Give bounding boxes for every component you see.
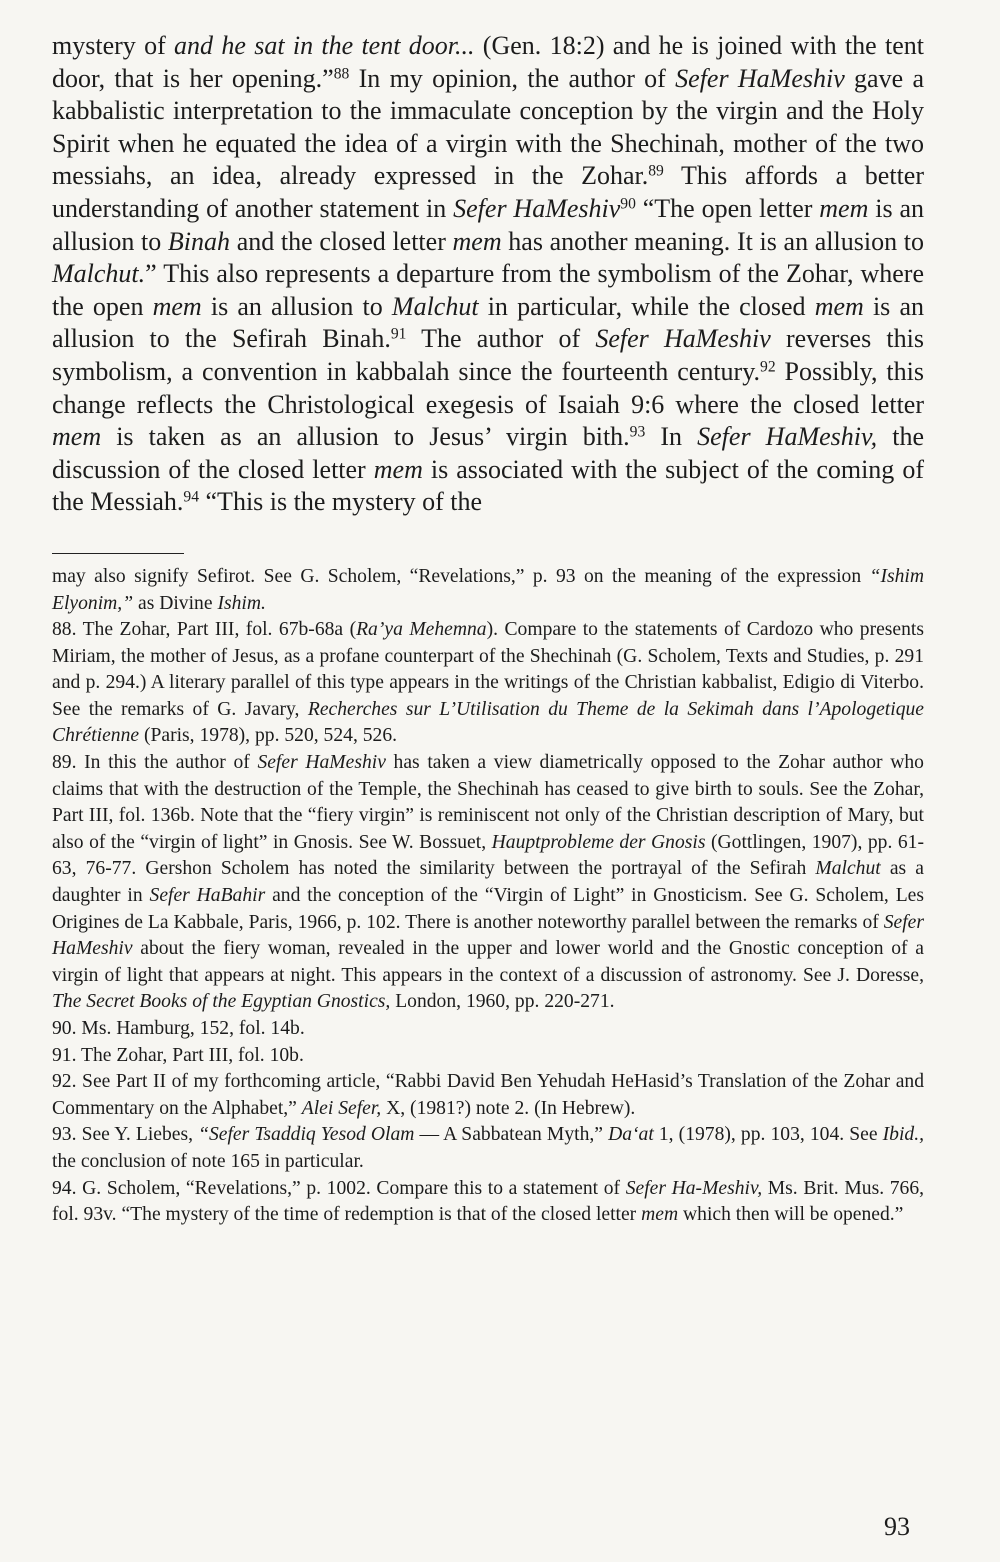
footnote [52, 750, 924, 1016]
italic-text: Binah [167, 226, 231, 256]
footnote-ref: 93 [629, 423, 646, 441]
italic-text: Sefer HaMeshiv, [697, 422, 878, 452]
text-run: is associated with the subject of the coming of the Messiah. [52, 454, 924, 517]
text-run: — A Sabbatean Myth,” [414, 1124, 609, 1146]
italic-text: Sefer HaBahir [149, 885, 266, 907]
footnotes [52, 564, 924, 1229]
text-run: Ms. Brit. Mus. 766, fol. 93v. “The mystery of the time of redemption is that of the closed letter [52, 1177, 925, 1226]
text-run: ). Compare to the statements of Cardozo who presents Miriam, the mother of Jesus, as a profane counterpart of the Shechinah (G. Scholem, Texts and Studies, p. 291 and p. 294.) A literary parallel of this type appears in the writings of the Christian kabbalist, Edigio di Viterbo. See the remarks of G. Javary, [52, 619, 924, 720]
italic-text: Ra’ya Mehemna [356, 619, 487, 641]
page-number: 93 [884, 1512, 910, 1541]
footnote-ref: 89 [648, 162, 664, 180]
italic-text: “Ishim Elyonim,” [52, 565, 924, 614]
text-run: reverses this symbolism, a convention in kabbalah since the fourteenth century. [52, 324, 924, 386]
footnote [52, 1069, 924, 1122]
text-run: has taken a view diametrically opposed to the Zohar author who claims that with the destruction of the Temple, the Shechinah has ceased to give birth to souls. See the Zohar, Part III, fol. 136b. Note that the “fiery virgin” is reminiscent not only of the Christian description of Mary, but also of the “virgin of light” in Gnosis. See W. Bossuet, [52, 752, 924, 853]
text-run: (Paris, 1978), pp. 520, 524, 526. [139, 725, 398, 747]
footnote [52, 1122, 924, 1175]
text-run: is an allusion to [52, 193, 924, 256]
text-run: the conclusion of note 165 in particular. [52, 1150, 364, 1172]
text-run: “This is the mystery of the [199, 487, 483, 517]
text-run: may also signify Sefirot. See G. Scholem, “Revelations,” p. 93 on the meaning of the expression [52, 565, 870, 587]
italic-text: Malchut [391, 291, 479, 321]
italic-text: and he sat in the tent door... [174, 31, 475, 60]
footnote-rule [52, 553, 184, 554]
text-run: London, 1960, pp. 220-271. [390, 991, 615, 1013]
text-run: and the conception of the “Virgin of Light” in Gnosticism. See G. Scholem, Les Origines de La Kabbale, Paris, 1966, p. 102. There is another noteworthy parallel between the remarks of [52, 885, 924, 933]
text-run: and the closed letter [230, 226, 453, 256]
italic-text: Alei Sefer, [301, 1097, 382, 1119]
italic-text: mem [814, 291, 864, 321]
text-run: 93. See Y. Liebes, [52, 1124, 199, 1146]
footnote-ref: 91 [390, 325, 407, 343]
main-text [52, 30, 924, 519]
italic-text: Sefer HaMeshiv [675, 63, 845, 93]
text-run: (Gottlingen, 1907), pp. 61-63, 76-77. Gershon Scholem has noted the similarity between the portrayal of the Sefirah [52, 831, 924, 880]
text-run: as Divine [133, 592, 218, 614]
text-run: This affords a better understanding of another statement in [52, 161, 924, 223]
italic-text: mem [52, 422, 102, 452]
text-run: is an allusion to the Sefirah Binah. [52, 291, 924, 354]
italic-text: mem [452, 226, 502, 256]
text-run: “The open letter [635, 193, 820, 223]
italic-text: The Secret Books of the Egyptian Gnostics, [52, 991, 391, 1013]
italic-text: Recherches sur L’Utilisation du Theme de la Sekimah dans l’Apologetique Chrétienne [52, 698, 924, 747]
footnote [52, 1043, 924, 1070]
text-run: 89. In this the author of [52, 752, 258, 774]
text-run: Possibly, this change reflects the Christological exegesis of Isaiah 9:6 where the closed letter [52, 356, 924, 419]
italic-text: Sefer HaMeshiv [52, 911, 924, 960]
footnote-ref: 94 [183, 488, 200, 506]
text-run: 92. See Part II of my forthcoming article, “Rabbi David Ben Yehudah HeHasid’s Translation of the Zohar and Commentary on the Alphabet,” [52, 1071, 924, 1119]
text-run: mystery of [52, 31, 175, 60]
italic-text: Hauptprobleme der Gnosis [491, 831, 706, 853]
italic-text: Sefer Ha-Meshiv, [625, 1177, 763, 1199]
footnote-ref: 88 [333, 65, 350, 83]
italic-text: Malchut. [52, 259, 146, 289]
text-run: ” This also represents a departure from the symbolism of the Zohar, where the open [52, 259, 924, 321]
text-run: 91. The Zohar, Part III, fol. 10b. [52, 1044, 304, 1066]
footnote-ref: 90 [620, 195, 636, 213]
text-run: X, (1981?) note 2. (In Hebrew). [381, 1097, 636, 1119]
text-run: as a daughter in [52, 858, 924, 907]
text-run: in particular, while the closed [478, 291, 815, 321]
footnote-ref: 92 [760, 358, 776, 376]
footnote [52, 617, 924, 750]
italic-text: Sefer HaMeshiv [453, 193, 621, 223]
italic-text: mem [152, 291, 202, 321]
footnote [52, 1016, 924, 1043]
text-run: is an allusion to [201, 291, 392, 321]
italic-text: mem [819, 193, 869, 223]
text-run: (Gen. 18:2) and he is joined with the tent door, that is her opening.” [52, 31, 925, 93]
italic-text: mem [641, 1204, 679, 1226]
footnote [52, 564, 924, 617]
footnote [52, 1176, 924, 1229]
text-run: 88. The Zohar, Part III, fol. 67b-68a ( [52, 619, 357, 641]
italic-text: mem [373, 454, 423, 484]
italic-text: “Sefer Tsaddiq Yesod Olam [198, 1124, 415, 1146]
text-run: about the fiery woman, revealed in the upper and lower world and the Gnostic conception of a virgin of light that appears at night. This appears in the context of a discussion of astronomy. See J. Doresse, [52, 938, 924, 986]
text-run: gave a kabbalistic interpretation to the immaculate conception by the virgin and the Holy Spirit when he equated the idea of a virgin with the Shechinah, mother of the two messiahs, an idea, already expressed in the Zohar. [52, 63, 924, 191]
text-run: is taken as an allusion to Jesus’ virgin bith. [101, 422, 630, 452]
text-run: 90. Ms. Hamburg, 152, fol. 14b. [52, 1018, 305, 1039]
italic-text: Sefer HaMeshiv [595, 324, 771, 354]
text-run: which then will be opened.” [678, 1204, 904, 1226]
text-run: 1, (1978), pp. 103, 104. See [653, 1124, 883, 1146]
italic-text: Ibid., [882, 1124, 924, 1146]
page [52, 30, 924, 1229]
text-run: In [645, 422, 698, 452]
text-run: The author of [406, 324, 596, 354]
italic-text: Da‘at [608, 1124, 654, 1146]
italic-text: Sefer HaMeshiv [257, 752, 386, 774]
text-run: In my opinion, the author of [349, 63, 676, 93]
text-run: the discussion of the closed letter [52, 422, 924, 484]
italic-text: Ishim. [217, 592, 266, 614]
text-run: has another meaning. It is an allusion to [501, 226, 924, 256]
text-run: 94. G. Scholem, “Revelations,” p. 1002. Compare this to a statement of [52, 1177, 626, 1199]
italic-text: Malchut [815, 858, 881, 880]
